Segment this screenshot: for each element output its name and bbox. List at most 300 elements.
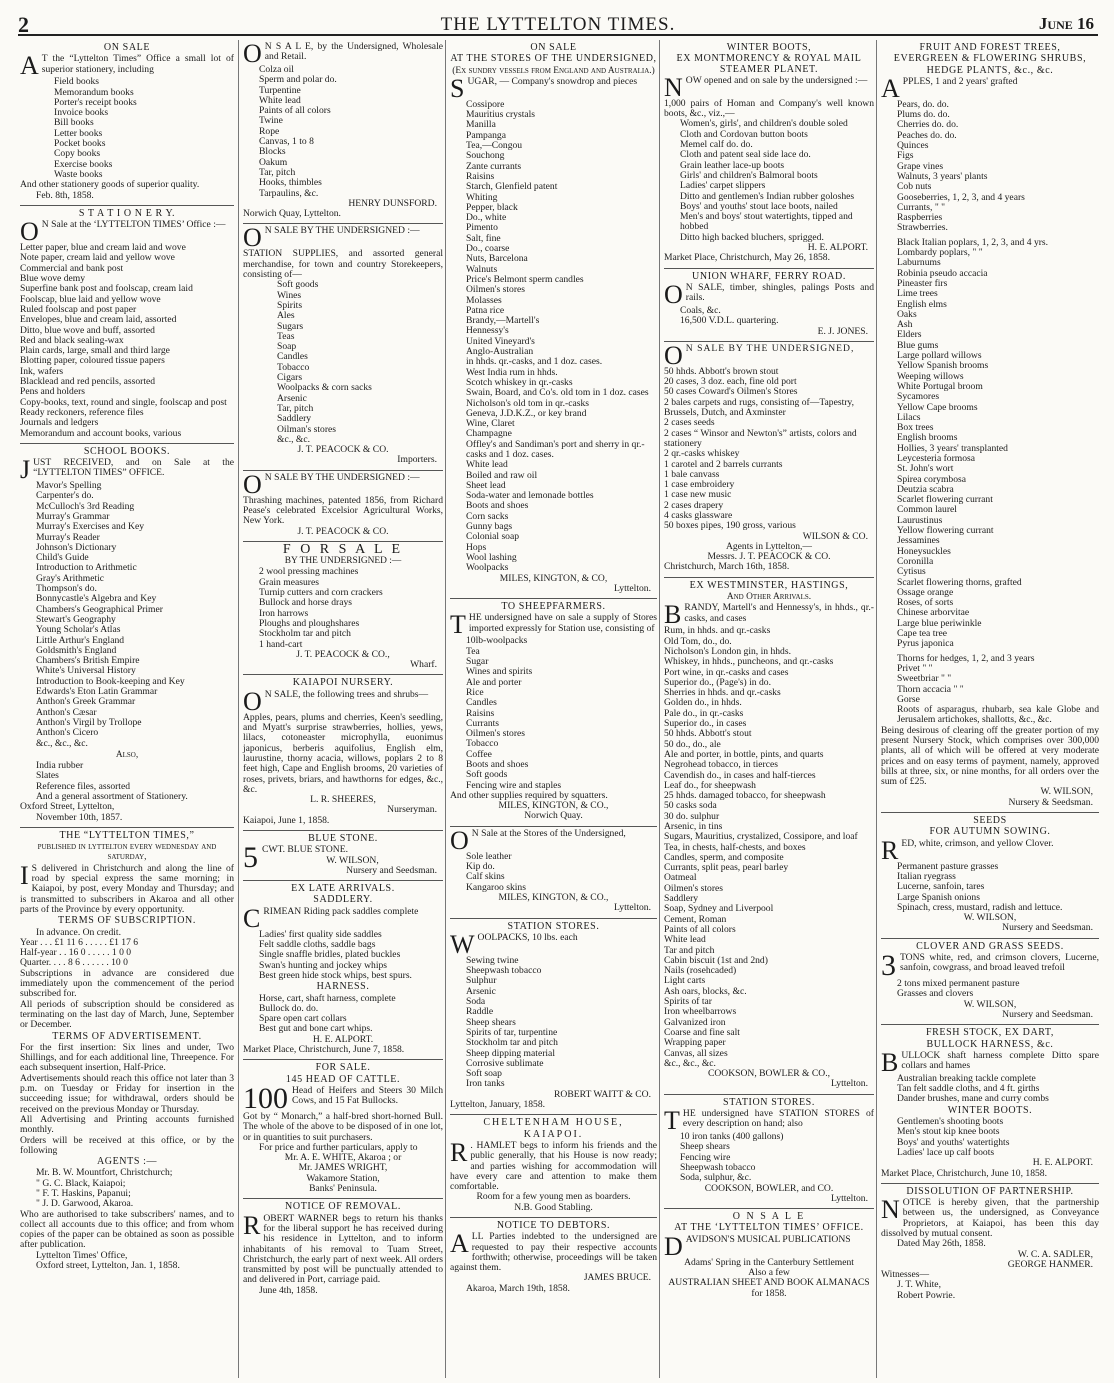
list-item: Oilman's stores — [277, 423, 337, 435]
list-item: Sheepwash tobacco — [680, 1161, 756, 1173]
list-item: Ladies' carpet slippers — [680, 180, 766, 192]
ad-also: Also, — [115, 749, 139, 760]
list-item: Hops — [466, 541, 487, 553]
ad-agents: Messrs. J. T. PEACOCK & CO. — [707, 551, 831, 563]
list-item: Yellow Spanish brooms — [897, 360, 989, 372]
ad-intro: N SALE BY THE UNDERSIGNED :— — [264, 471, 420, 483]
list-item: Offley's and Sandiman's port and sherry in qr.-casks and 1 doz. cases. — [466, 438, 645, 460]
list-item: Iron harrows — [259, 607, 309, 619]
list-item: Sole leather — [466, 850, 512, 862]
list-item: Colza oil — [259, 64, 294, 75]
drop-cap: O — [450, 825, 469, 855]
list-item: Murray's Exercises and Key — [36, 521, 145, 533]
list-item: Leaf do., for sheepwash — [664, 779, 756, 791]
ad-heading: SEEDS — [973, 815, 1007, 827]
ad-address: Market Place, Christchurch, June 10, 1858. — [881, 1167, 1047, 1179]
ad-body: Also a few — [748, 1266, 790, 1278]
drop-cap: O — [243, 223, 262, 253]
list-item: Twine — [259, 115, 283, 127]
ad-lyttelton-times — [20, 828, 234, 1275]
ad-subheading: HARNESS. — [316, 981, 370, 993]
drop-cap: A — [450, 1229, 469, 1259]
orders-text: Orders will be received at this office, or by the following — [20, 1134, 234, 1156]
ad-intro: OOLPACKS, 10 lbs. each — [477, 931, 578, 943]
ad-subheading: published in lyttelton every wednesday and saturday, — [37, 842, 217, 863]
list-item: Galvanized iron — [664, 1016, 726, 1028]
drop-cap: C — [243, 903, 261, 933]
list-item: Saddlery — [277, 413, 312, 425]
drop-cap: B — [881, 1047, 899, 1077]
ad-signature: W. C. A. SADLER, — [1017, 1248, 1093, 1260]
list-item: Single snaffle bridles, plated buckles — [259, 949, 401, 961]
ad-heading: TO SHEEPFARMERS. — [501, 601, 606, 613]
list-item: 1 case embroidery — [664, 479, 735, 491]
list-item: Invoice books — [54, 107, 109, 119]
list-item: Salt, fine — [466, 232, 501, 244]
list-item: Hennessy's — [466, 325, 509, 337]
column-3 — [445, 40, 660, 1378]
list-item: Ditto high backed bluchers, sprigged. — [680, 231, 824, 243]
item-list — [466, 852, 657, 893]
drop-cap: O — [243, 686, 262, 716]
item-list — [36, 761, 234, 802]
list-item: Ditto and gentlemen's Indian rubber goloshes — [680, 190, 855, 202]
item-list — [54, 77, 234, 180]
list-item: Soft goods — [277, 279, 319, 291]
list-item: Pepper, black — [466, 201, 518, 213]
newspaper-title: THE LYTTELTON TIMES. — [440, 14, 676, 35]
list-item: 10 iron tanks (400 gallons) — [680, 1131, 784, 1143]
ad-intro: OW opened and on sale by the undersigned :— — [685, 74, 868, 86]
list-item: Deutzia scabra — [897, 483, 954, 495]
ad-signature: W. WILSON, — [1040, 786, 1093, 798]
list-item: Paints of all colors — [664, 923, 736, 935]
ad-date: Christchurch, March 16th, 1858. — [664, 561, 790, 573]
list-item: Paints of all colors — [259, 105, 331, 117]
ad-fresh-stock — [881, 1025, 1099, 1184]
list-item: McCulloch's 3rd Reading — [36, 500, 135, 512]
ad-body: AUSTRALIAN SHEET AND BOOK ALMANACS for 1858. — [668, 1277, 870, 1299]
list-item: Teas — [277, 330, 295, 342]
ad-address: Market Place, Christchurch, June 7, 1858. — [243, 1044, 405, 1056]
list-item: 2 cases “ Winsor and Newton's” artists, colors and stationery — [664, 427, 857, 449]
list-item: Cloth and Cordovan button boots — [680, 128, 808, 140]
list-item: Best gut and bone cart whips. — [259, 1023, 373, 1035]
big-number: 100 — [243, 1081, 288, 1115]
ad-heading: FOR SALE. — [315, 1062, 371, 1074]
list-item: Pens and holders — [20, 386, 86, 398]
ad-intro: ED, white, crimson, and yellow Clover. — [901, 837, 1054, 849]
ad-date: June 4th, 1858. — [259, 1284, 318, 1296]
ad-signature: COOKSON, BOWLER & CO., — [707, 1068, 831, 1080]
ad-heading: ON SALE — [103, 42, 151, 53]
list-item: White lead — [466, 459, 508, 471]
ad-body: Thrashing machines, patented 1856, from Richard Pease's celebrated Excelsior Agricultural Works, New York. — [243, 494, 443, 527]
list-item: Corrosive sublimate — [466, 1057, 544, 1069]
ad-date: Kaiapoi, June 1, 1858. — [243, 814, 330, 826]
column-1 — [20, 40, 238, 1378]
list-item: Edwards's Eton Latin Grammar — [36, 686, 158, 698]
ad-signature: Lyttelton. — [830, 1078, 868, 1090]
list-item: Copy-books, text, round and single, foolscap and post — [20, 396, 227, 408]
item-list — [259, 567, 443, 649]
ad-heading: THE “LYTTELTON TIMES,” — [59, 829, 195, 841]
list-item: Banks' Peninsula. — [309, 1183, 377, 1195]
list-item: 2 tons mixed permanent pasture — [897, 978, 1020, 990]
list-item: Manilla — [466, 119, 496, 131]
list-item: Brandy,—Martell's — [466, 315, 540, 327]
ad-intro: N SALE, the following trees and shrubs— — [264, 688, 429, 700]
list-item: Scarlet flowering thorns, grafted — [897, 576, 1022, 588]
list-item: Soap — [277, 341, 297, 353]
list-item: Sewing twine — [466, 954, 519, 966]
list-item: Foolscap, blue laid and yellow wove — [20, 293, 161, 305]
ad-body: And other supplies required by squatters. — [450, 789, 608, 801]
list-item: Honeysuckles — [897, 545, 951, 557]
list-item: Blue gums — [897, 339, 939, 351]
item-list — [20, 243, 234, 439]
list-item: Raisins — [466, 707, 495, 719]
list-item: Grain measures — [259, 576, 319, 588]
list-item: Grain leather lace-up boots — [680, 159, 785, 171]
list-item: Tan felt saddle cloths, and 4 ft. girths — [897, 1083, 1040, 1095]
list-item: Tobacco — [277, 361, 310, 373]
ad-agents: Agents in Lyttelton,— — [725, 540, 813, 552]
list-item: Blocks — [259, 146, 286, 158]
list-item: 1 bale canvass — [664, 468, 720, 480]
issue-date: June 16 — [1038, 14, 1094, 33]
agent-list — [243, 1153, 443, 1194]
list-item: Oaks — [897, 308, 917, 320]
list-item: Tarpaulins, &c. — [259, 187, 319, 199]
list-item: Pears, do. do. — [897, 98, 949, 110]
ad-signature: L. R. SHEERES, — [310, 794, 376, 806]
ad-body: For price and further particulars, apply to — [259, 1141, 418, 1153]
ad-signature: JAMES BRUCE. — [583, 1272, 651, 1284]
list-item: Ready reckoners, reference files — [20, 406, 144, 418]
item-list — [897, 862, 1099, 913]
list-item: Currants, split peas, pearl barley — [664, 862, 789, 874]
list-item: Year . . . £1 11 6 . . . . . £1 17 6 — [20, 936, 139, 948]
list-item: 50 do., do., ale — [664, 738, 721, 750]
list-item: Wool lashing — [466, 551, 517, 563]
list-item: Ale and porter, in bottle, pints, and quarts — [664, 748, 824, 760]
ad-stores-undersigned — [450, 40, 657, 599]
list-item: Privet " " — [897, 662, 933, 674]
list-item: Negrohead tobacco, in tierces — [664, 759, 779, 771]
list-item: Scotch whiskey in qr.-casks — [466, 376, 573, 388]
ad-intro: HE undersigned have STATION STORES of every description on hand; also — [682, 1108, 874, 1130]
list-item: Plums do. do. — [897, 109, 950, 121]
list-item: Introduction to Arithmetic — [36, 562, 137, 574]
list-item: St. John's wort — [897, 463, 954, 475]
list-item: Black Italian poplars, 1, 2, 3, and 4 yrs. — [897, 236, 1049, 248]
ad-heading: BLUE STONE. — [308, 833, 378, 844]
list-item: Tar, pitch — [259, 166, 296, 178]
advert-terms: Advertisements should reach this office not later than 3 p.m. on Tuesday or Friday for insertion in the succeeding issue; for withdrawal, orders should be received on the previous Monday or Thursday. — [20, 1072, 234, 1115]
list-item: Soda-water and lemonade bottles — [466, 490, 594, 502]
list-item: Memel calf do. do. — [680, 139, 753, 151]
list-item: Sperm and polar do. — [259, 74, 337, 86]
list-item: Anthon's Cæsar — [36, 706, 97, 718]
list-item: Gooseberries, 1, 2, 3, and 4 years — [897, 191, 1025, 203]
list-item: White's Universal History — [36, 665, 136, 677]
ad-signature: J. T. PEACOCK & CO. — [297, 525, 389, 537]
column-2 — [238, 40, 446, 1378]
list-item: Young Scholar's Atlas — [36, 624, 121, 636]
ad-intro: N Sale at the ‘LYTTELTON TIMES’ Office :— — [41, 219, 226, 231]
ad-clover-grass — [881, 939, 1099, 1025]
ad-signature: H. E. ALPORT. — [807, 242, 868, 254]
list-item: Waste books — [54, 168, 103, 180]
list-item: Exercise books — [54, 158, 113, 170]
ad-roots: Roots of asparagus, rhubarb, sea kale Globe and Jerusalem artichokes, shallotts, &c., &c. — [897, 704, 1099, 726]
list-item: Murray's Reader — [36, 531, 100, 543]
list-item: Chambers's British Empire — [36, 655, 140, 667]
list-item: Raspberries — [897, 212, 943, 224]
list-item: Raisins — [466, 170, 495, 182]
list-item: Anthon's Greek Grammar — [36, 696, 136, 708]
list-item: Turnip cutters and corn crackers — [259, 587, 383, 599]
agents-heading: AGENTS :— — [96, 1156, 158, 1168]
list-item: Cob nuts — [897, 181, 932, 193]
list-item: Letter paper, blue and cream laid and wove — [20, 242, 186, 254]
list-item: Arsenic, in tins — [664, 821, 723, 832]
list-item: English brooms — [897, 432, 958, 444]
list-item: 4 casks glassware — [664, 509, 733, 521]
list-item: White lead — [259, 94, 301, 106]
ad-wilson-goods — [664, 342, 874, 578]
list-item: Elders — [897, 329, 922, 341]
list-item: Envelopes, blue and cream laid, assorted — [20, 314, 177, 326]
list-item: Red and black sealing-wax — [20, 334, 124, 346]
list-item: &c., &c., &c. — [664, 1057, 716, 1069]
list-item: Permanent pasture grasses — [897, 860, 999, 872]
list-item: Ladies' first quality side saddles — [259, 928, 382, 940]
ad-heading: STATION STORES. — [723, 1096, 815, 1108]
list-item: Dander brushes, mane and curry combs — [897, 1093, 1049, 1105]
ad-signature: Lyttelton. — [613, 582, 651, 594]
advert-terms: All Advertising and Printing accounts furnished monthly. — [20, 1113, 234, 1136]
ad-subheading: (Ex sundry vessels from England and Australia.) — [452, 65, 655, 76]
list-item: Jessamines — [897, 535, 940, 547]
drop-cap: T — [450, 610, 466, 640]
list-item: Anthon's Virgil by Trollope — [36, 716, 142, 728]
drop-cap: N — [881, 1195, 900, 1225]
list-item: Plain cards, large, small and third large — [20, 345, 170, 357]
ad-intro: PPLES, 1 and 2 years' grafted — [902, 75, 1018, 87]
ad-intro: UGAR, — Company's snowdrop and pieces — [467, 75, 638, 87]
list-item: Walnuts, 3 years' plants — [897, 170, 988, 182]
drop-cap: A — [881, 73, 900, 103]
list-item: Murray's Grammar — [36, 510, 110, 522]
ad-peacock-machines — [243, 471, 443, 542]
list-item: Superfine bank post and foolscap, cream laid — [20, 283, 193, 295]
agents-list — [36, 1168, 234, 1209]
drop-cap: R — [881, 835, 899, 865]
list-item: Laurustinus — [897, 514, 943, 526]
list-item: Roses, of sorts — [897, 597, 954, 609]
list-item: Robinia pseudo accacia — [897, 267, 988, 279]
item-list — [36, 481, 234, 738]
ad-signature: Lyttelton. — [613, 902, 651, 914]
list-item: Sugar — [466, 656, 489, 668]
list-item: Men's stout kip knee boots — [897, 1126, 1000, 1138]
list-item: Child's Guide — [36, 552, 89, 564]
list-item: 1 case new music — [664, 489, 732, 501]
ad-heading: KAIAPOI NURSERY. — [292, 677, 394, 689]
list-item: Chinese arborvitae — [897, 607, 970, 619]
ad-subheading: BY THE UNDERSIGNED :— — [284, 556, 402, 567]
list-item: Half-year . . 16 0 . . . . . 1 0 0 — [20, 947, 132, 959]
list-item: Spirits of tar, turpentine — [466, 1026, 558, 1038]
ad-signature: J. T. PEACOCK & CO. — [297, 444, 389, 456]
list-item: Calf skins — [466, 871, 505, 883]
ad-body: Got by “ Monarch,” a half-bred short-horned Bull. The whole of the above to be disposed of in one lot, or in quantities to suit purchasers. — [243, 1110, 443, 1143]
ad-intro: T the “Lyttelton Times” Office a small lot of superior stationery, including — [41, 53, 234, 75]
list-item: Gray's Arithmetic — [36, 572, 105, 584]
drop-cap: B — [664, 600, 682, 630]
ad-westminster — [664, 578, 874, 1095]
terms-rows — [20, 938, 234, 969]
list-item: Best green hide stock whips, best spurs. — [259, 969, 412, 981]
advert-terms-heading: TERMS OF ADVERTISEMENT. — [52, 1030, 202, 1042]
drop-cap: R — [450, 1137, 468, 1167]
drop-cap: O — [664, 279, 683, 309]
ad-signature: Nursery & Seedsman. — [1008, 796, 1093, 808]
ad-school-books — [20, 444, 234, 828]
list-item: Oilmen's stores — [466, 284, 526, 296]
list-item: Cabin biscuit (1st and 2nd) — [664, 954, 768, 966]
list-item: Souchong — [466, 150, 505, 162]
ad-signature: J. T. PEACOCK & CO., — [296, 648, 390, 660]
ad-date: Feb. 8th, 1858. — [36, 189, 94, 201]
list-item: Rum, in hhds. and qr.-casks — [664, 625, 771, 637]
ad-heading: AT THE ‘LYTTELTON TIMES’ OFFICE. — [674, 1222, 864, 1234]
list-item: Tar, pitch — [277, 402, 314, 414]
list-item: Nails (rosehcaded) — [664, 965, 737, 977]
list-item: Yellow Cape brooms — [897, 401, 978, 413]
ad-heading: NOTICE TO DEBTORS. — [496, 1219, 611, 1231]
list-item: Nuts, Barcelona — [466, 253, 528, 265]
ad-heading: SCHOOL BOOKS. — [83, 445, 171, 457]
list-item: Spirits of tar — [664, 996, 712, 1008]
terms-columns: In advance. On credit. — [36, 926, 121, 938]
list-item: Spirea corymbosa — [897, 473, 967, 485]
list-item: Pale do., in qr.-casks — [664, 707, 744, 719]
list-item: Mr. A. E. WHITE, Akaroa ; or — [284, 1152, 402, 1164]
list-item: Quarter. . . . 8 6 . . . . . . 10 0 — [20, 957, 128, 969]
list-item: 20 cases, 3 doz. each, fine old port — [664, 376, 797, 388]
ad-signature: Nurseryman. — [387, 804, 437, 816]
list-item: Tar and pitch — [664, 944, 715, 956]
drop-cap: J — [20, 455, 31, 485]
ad-signature: Wharf. — [410, 659, 437, 671]
list-item: Lucerne, sanfoin, tares — [897, 881, 985, 893]
list-item: &c., &c. — [277, 433, 311, 445]
list-item: Hooks, thimbles — [259, 177, 322, 189]
list-item: Mr. JAMES WRIGHT, — [298, 1162, 388, 1174]
list-item: Tea, in chests, half-chests, and boxes — [664, 841, 806, 853]
list-item: Nicholson's old tom in qr.-casks — [466, 397, 589, 409]
ad-signature: GEORGE HANMER. — [1007, 1258, 1093, 1270]
ad-heading: EX LATE ARRIVALS. — [291, 883, 395, 895]
ad-cheltenham-house — [450, 1115, 657, 1218]
list-item: 2 wool pressing machines — [259, 566, 359, 578]
ad-body: STATION SUPPLIES, and assorted general merchandise, for town and country Storekeepers, consisting of— — [243, 248, 443, 281]
list-item: Bullock and horse drays — [259, 597, 352, 609]
item-list — [897, 654, 1099, 705]
ad-signature: MILES, KINGTON, & CO., — [498, 891, 609, 903]
witness-name: Robert Powrie. — [897, 1289, 956, 1301]
list-item: " G. C. Black, Kaiapoi; — [36, 1177, 126, 1189]
list-item: Johnson's Dictionary — [36, 541, 117, 553]
drop-cap: O — [20, 217, 39, 247]
ad-intro: N SALE, timber, shingles, palings Posts and rails. — [685, 281, 874, 304]
list-item: 2 cases drapery — [664, 499, 724, 511]
list-item: And a general assortment of Stationery. — [36, 791, 188, 802]
list-item: 30 do. sulphur — [664, 810, 720, 822]
list-item: Wrapping paper — [664, 1037, 726, 1049]
ad-etc: &c., &c., &c. — [36, 737, 88, 749]
list-item: Iron wheelbarrows — [664, 1006, 737, 1018]
list-item: Nicholson's London gin, in hhds. — [664, 645, 791, 657]
list-item: Common laurel — [897, 504, 957, 516]
list-item: Large blue periwinkle — [897, 617, 982, 629]
list-item: Cavendish do., in cases and half-tierces — [664, 769, 816, 781]
list-item: Cherries do. do. — [897, 119, 959, 131]
list-item: Rope — [259, 125, 280, 137]
list-item: Weeping willows — [897, 370, 964, 382]
ad-dissolution — [881, 1184, 1099, 1305]
list-item: Ale and porter — [466, 676, 522, 688]
office-line: Lyttelton Times' Office, — [36, 1249, 128, 1261]
ad-intro: UST RECEIVED, and on Sale at the “LYTTELTON TIMES” OFFICE. — [33, 457, 234, 479]
list-item: Ash oars, blocks, &c. — [664, 985, 747, 997]
list-item: Tea — [466, 645, 480, 657]
ad-intro: AVIDSON'S MUSICAL PUBLICATIONS — [685, 1233, 851, 1245]
list-item: Ossage orange — [897, 586, 954, 598]
drop-cap: O — [243, 469, 262, 499]
ad-heading: CLOVER AND GRASS SEEDS. — [916, 940, 1064, 952]
list-item: Ruled foolscap and post paper — [20, 303, 137, 315]
list-item: Sheepwash tobacco — [466, 965, 542, 977]
ad-kaiapoi-nursery — [243, 675, 443, 831]
list-item: Boys' and youths' watertights — [897, 1136, 1010, 1148]
ad-intro: RIMEAN Riding pack saddles complete — [263, 905, 419, 917]
ad-heading: NOTICE OF REMOVAL. — [285, 1201, 401, 1213]
list-item: Pyrus japonica — [897, 638, 954, 650]
ad-subheading: WINTER BOOTS. — [947, 1104, 1033, 1116]
drop-cap: T — [664, 1106, 680, 1136]
list-item: Candles, sperm, and composite — [664, 851, 784, 863]
list-item: Cement, Roman — [664, 913, 727, 925]
ad-address: Oxford Street, Lyttelton, — [20, 801, 115, 813]
list-item: Swain, Board, and Co's. old tom in 1 doz. cases — [466, 387, 649, 399]
list-item: Bonnycastle's Algebra and Key — [36, 593, 157, 605]
ad-heading: EVERGREEN & FLOWERING SHRUBS, — [893, 53, 1087, 65]
terms-note: All periods of subscription should be considered as terminating on the last day of March, June, September or December. — [20, 998, 234, 1031]
list-item: Cape tea tree — [897, 628, 948, 640]
ad-heading: UNION WHARF, FERRY ROAD. — [692, 270, 846, 282]
ad-address: Norwich Quay, Lyttelton. — [243, 208, 341, 220]
list-item: Figs — [897, 150, 914, 162]
list-item: Lombardy poplars, " " — [897, 247, 983, 259]
drop-cap: R — [243, 1210, 261, 1240]
ad-heading: FOR AUTUMN SOWING. — [929, 826, 1051, 838]
item-list — [897, 1117, 1099, 1158]
drop-cap: D — [664, 1231, 683, 1261]
